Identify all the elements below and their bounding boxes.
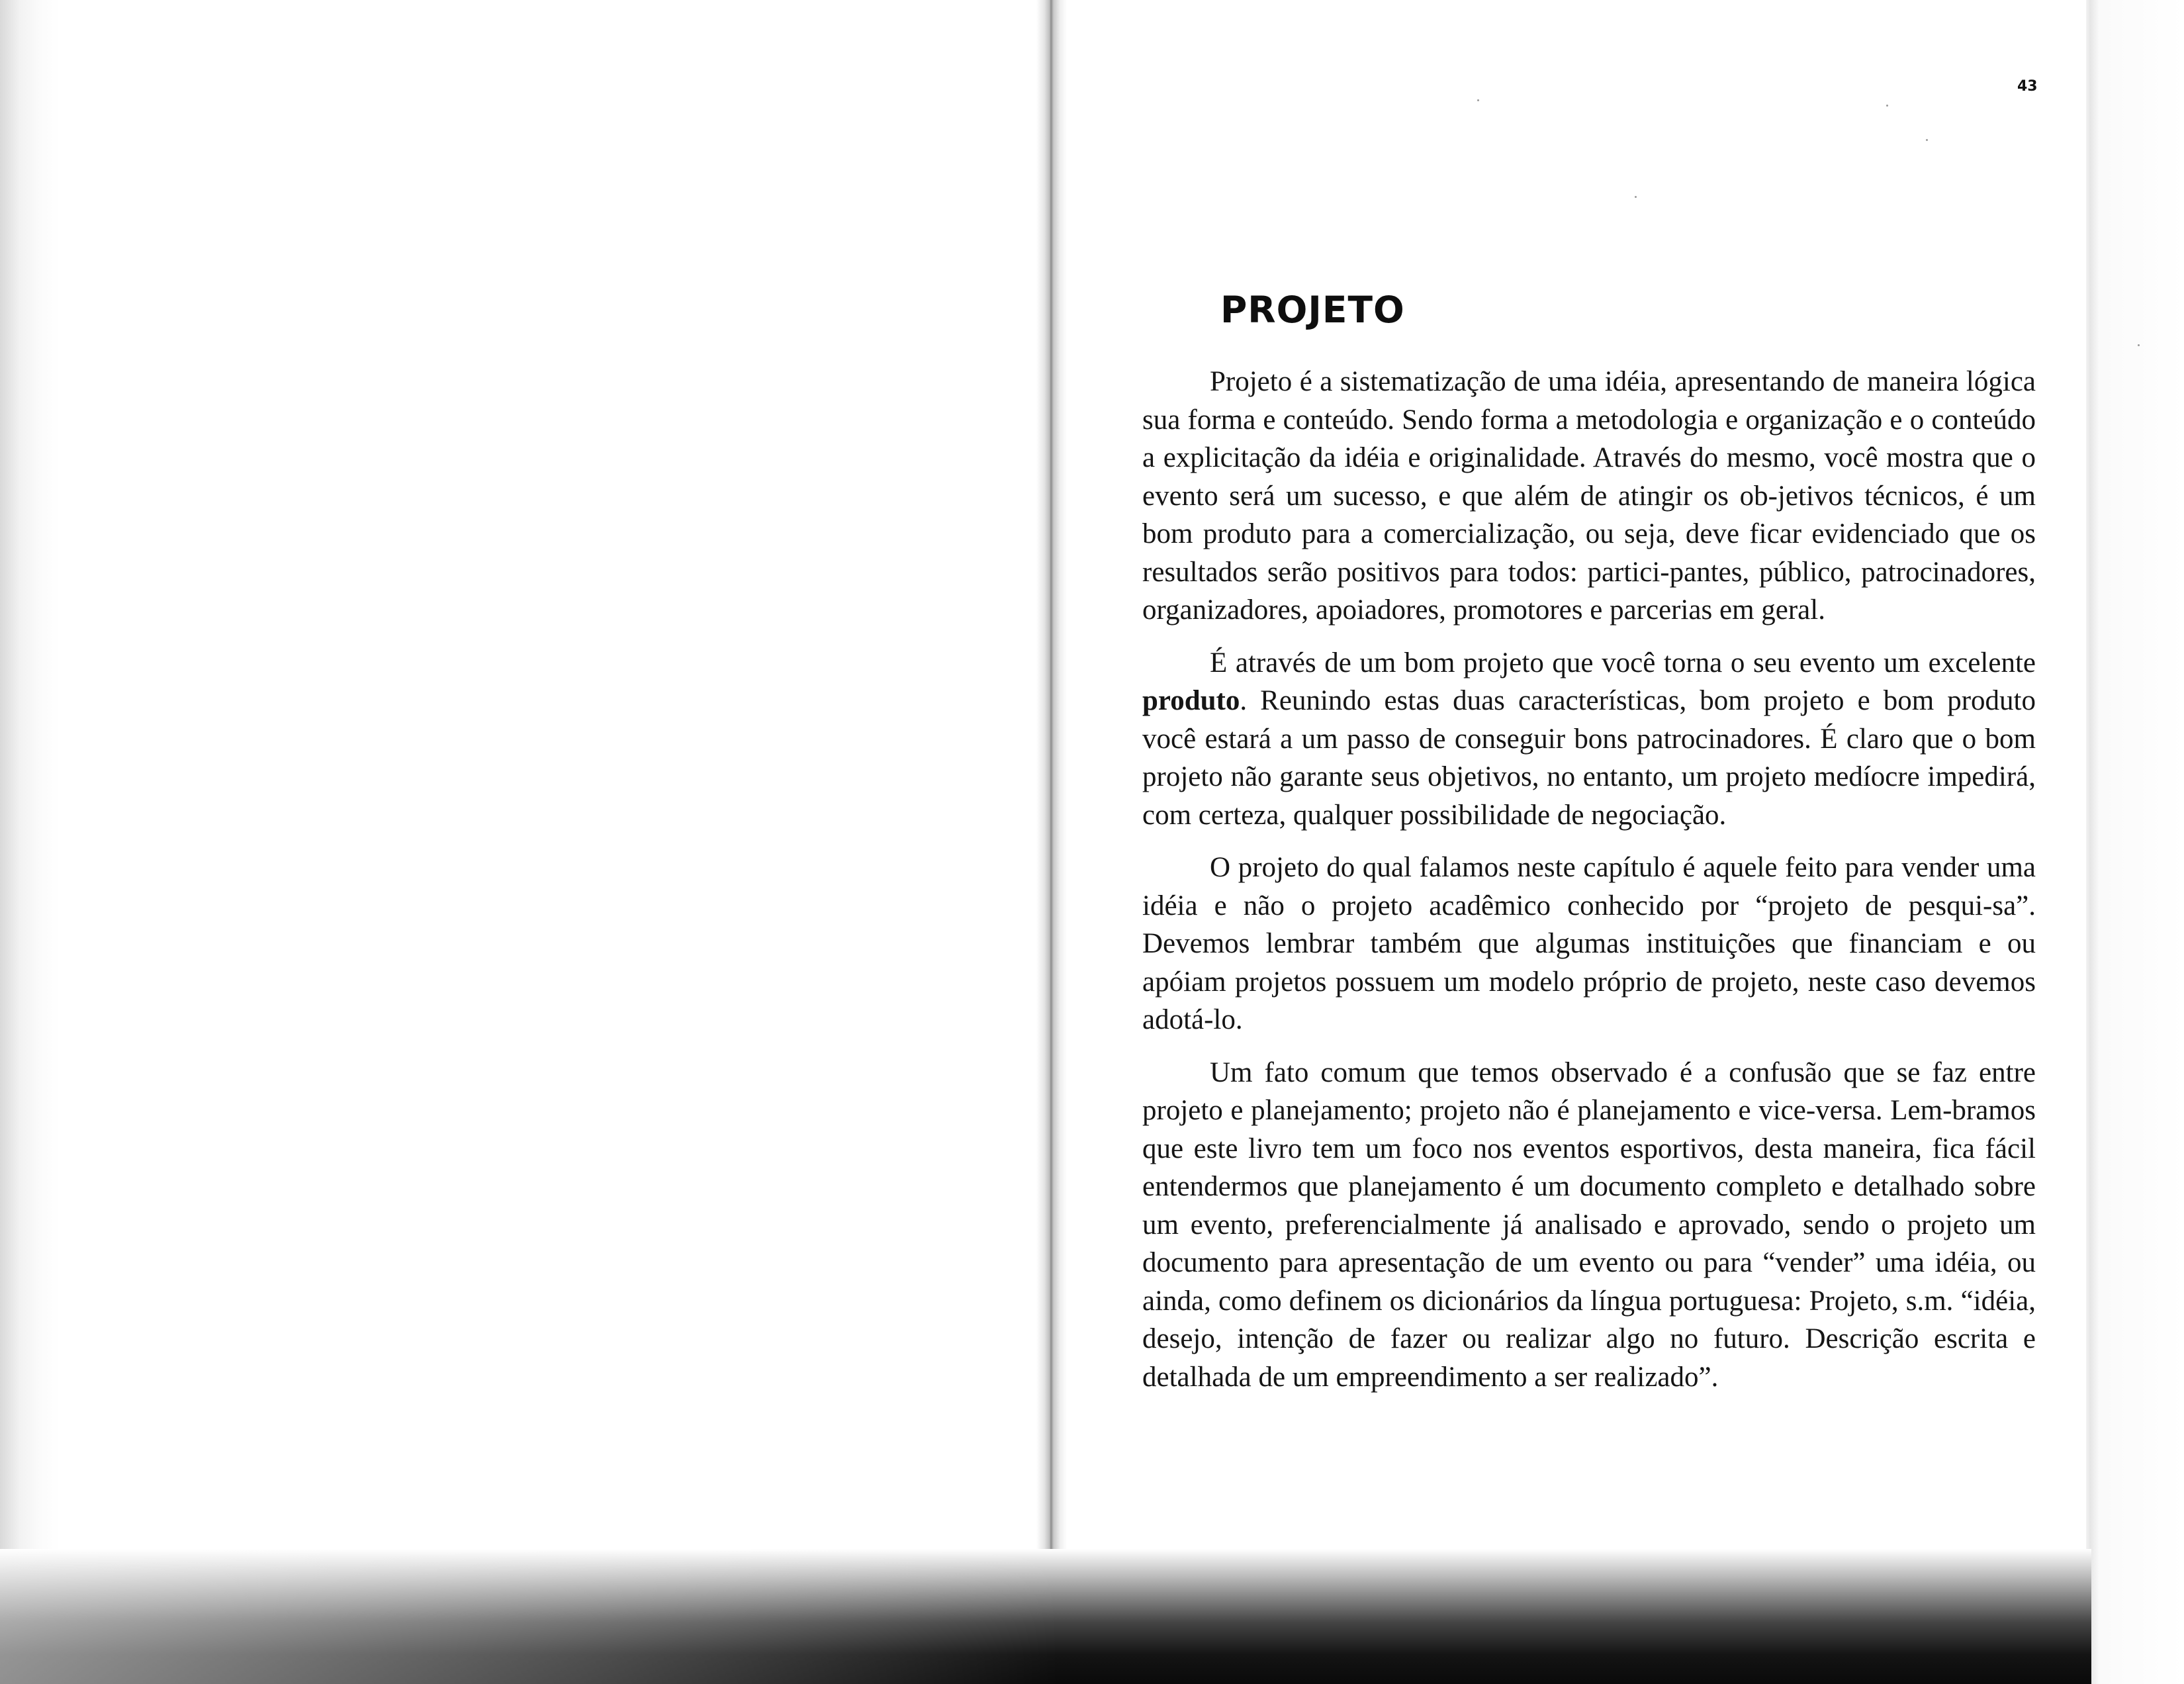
page-number: 43 [2017,78,2038,95]
book-spine-gutter [1036,0,1067,1589]
bottom-scan-shadow-fade [0,1549,1125,1684]
right-page-edge [2086,0,2184,1684]
paragraph-2 [1142,644,2036,835]
scan-speck [1926,139,1928,141]
scan-speck [1886,105,1888,107]
scan-speck [1477,99,1479,101]
paragraph-3: O projeto do qual falamos neste capítulo é aquele feito para vender uma idéia e não o projeto acadêmico conhecido por “projeto de pesqui-sa”. Devemos lembrar também que algumas instituições que financiam e ou apóiam projetos possuem um modelo próprio de projeto, neste caso devemos adotá-lo. [1142,852,2036,1035]
left-page-edge-shadow [0,0,60,1582]
paragraph-2-start: É através de um bom projeto que você torna o seu evento um excelente [1210,647,2036,678]
paragraph-2-end: . Reunindo estas duas características, bom projeto e bom produto você estará a um passo de conseguir bons patrocinadores. É claro que o bom projeto não garante seus objetivos, no entanto, um projeto medíocre impedirá, com certeza, qualquer possibilidade de negociação. [1142,685,2036,831]
scan-speck [2138,344,2140,346]
paragraph-2-bold-word: produto [1142,685,1240,716]
body-text [1142,363,2036,1411]
paragraph-1: Projeto é a sistematização de uma idéia, apresentando de maneira lógica sua forma e conteúdo. Sendo forma a metodologia e organização e o conteúdo a explicitação da idéia e originalidade. Através do mesmo, você mostra que o evento será um sucesso, e que além de atingir os ob-jetivos técnicos, é um bom produto para a comercialização, ou seja, deve ficar evidenciado que os resultados serão positivos para todos: partici-pantes, público, patrocinadores, organizadores, apoiadores, promotores e parcerias em geral. [1142,366,2036,626]
scan-speck [1635,196,1637,198]
left-page-blank [0,0,1050,1582]
chapter-title: PROJETO [1220,289,1405,331]
paragraph-4: Um fato comum que temos observado é a confusão que se faz entre projeto e planejamento; projeto não é planejamento e vice-versa. Lem-bramos que este livro tem um foco nos eventos esportivos, desta maneira, fica fácil entendermos que planejamento é um documento completo e detalhado sobre um evento, preferencialmente já analisado e aprovado, sendo o projeto um documento para apresentação de um evento ou para “vender” uma idéia, ou ainda, como definem os dicionários da língua portuguesa: Projeto, s.m. “idéia, desejo, intenção de fazer ou realizar algo no futuro. Descrição escrita e detalhada de um empreendimento a ser realizado”. [1142,1056,2036,1393]
